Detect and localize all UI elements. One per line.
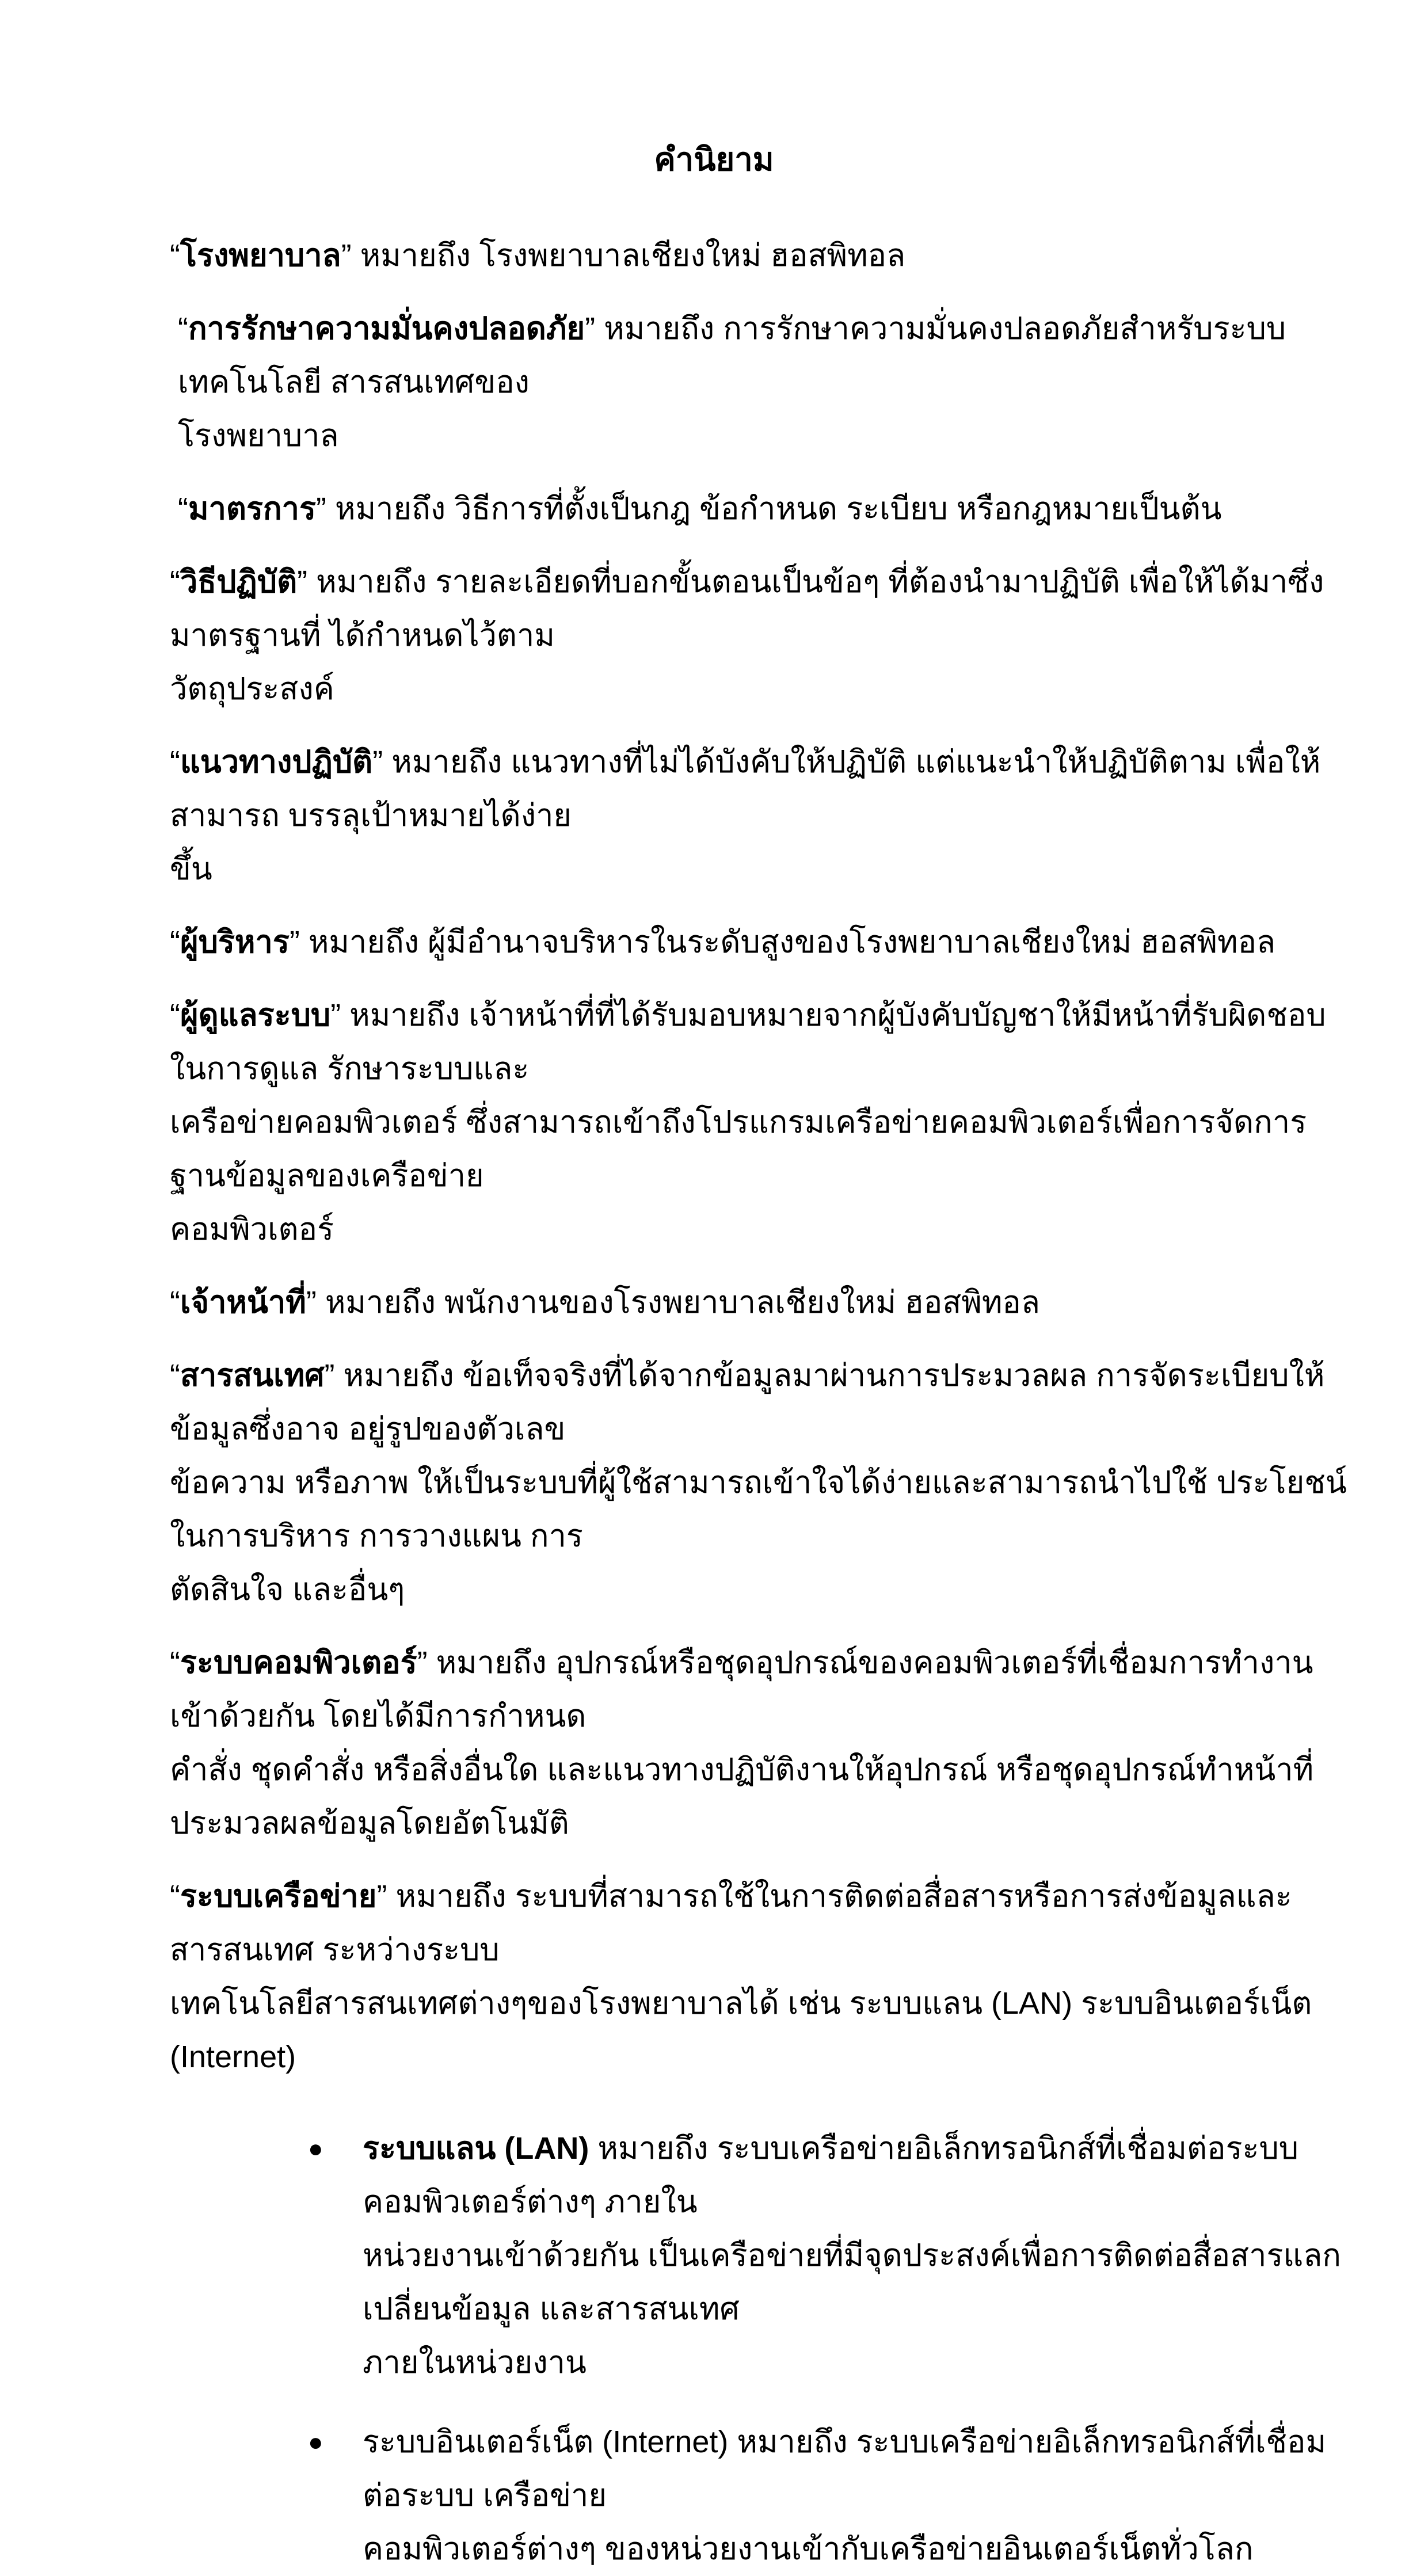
- open-quote: “: [170, 565, 180, 599]
- definition-term: ผู้บริหาร: [180, 925, 290, 959]
- definition-term: ระบบคอมพิวเตอร์: [180, 1645, 417, 1680]
- bullet-text: หมายถึง ระบบเครือข่ายอิเล็กทรอนิกส์ที่เชื่อมต่อระบบคอมพิวเตอร์ต่างๆ ภายใน: [363, 2131, 1299, 2219]
- definition-text: หมายถึง ข้อเท็จจริงที่ได้จากข้อมูลมาผ่านการประมวลผล การจัดระเบียบให้ข้อมูลซึ่งอาจ อยู่รูปของตัวเลข: [170, 1358, 1325, 1446]
- bullet-icon: ●: [308, 2135, 323, 2163]
- close-quote: ”: [341, 238, 352, 273]
- text-line: [178, 482, 1360, 536]
- close-quote: ”: [376, 1879, 387, 1914]
- definition-text: หมายถึง เจ้าหน้าที่ที่ได้รับมอบหมายจากผู้บังคับบัญชาให้มีหน้าที่รับผิดชอบในการดูแล รักษาระบบและ: [170, 998, 1326, 1086]
- close-quote: ”: [372, 745, 383, 779]
- text-line: [170, 1636, 1360, 1743]
- definition-text: หมายถึง รายละเอียดที่บอกขั้นตอนเป็นข้อๆ ที่ต้องนำมาปฏิบัติ เพื่อให้ได้มาซึ่งมาตรฐานที่ ได้กำหนดไว้ตาม: [170, 565, 1324, 653]
- bullet-list: [170, 2122, 1360, 2576]
- text-line: [170, 916, 1360, 969]
- page-title: คำนิยาม: [654, 141, 774, 177]
- text-line: ตัดสินใจ และอื่นๆ: [170, 1572, 405, 1607]
- open-quote: “: [170, 745, 180, 779]
- open-quote: “: [170, 998, 180, 1032]
- bullet-term: ระบบอินเตอร์เน็ต (Internet): [363, 2425, 729, 2459]
- definition-term: แนวทางปฏิบัติ: [180, 745, 373, 779]
- text-line: [170, 1276, 1360, 1329]
- definition-term: มาตรการ: [188, 491, 316, 526]
- bullet-lan: [170, 2122, 1360, 2390]
- close-quote: ”: [585, 311, 596, 346]
- text-line: ข้อความ หรือภาพ ให้เป็นระบบที่ผู้ใช้สามารถเข้าใจได้ง่ายและสามารถนำไปใช้ ประโยชน์ในการบริหาร การวางแผน การ: [170, 1465, 1347, 1553]
- definition-computer-system: [170, 1636, 1360, 1850]
- close-quote: ”: [316, 491, 326, 526]
- open-quote: “: [170, 1358, 180, 1393]
- definition-term: วิธีปฏิบัติ: [180, 565, 298, 599]
- text-line: คอมพิวเตอร์: [170, 1212, 334, 1247]
- close-quote: ”: [289, 925, 300, 959]
- close-quote: ”: [297, 565, 308, 599]
- definition-network-system: [170, 1870, 1360, 2084]
- bullet-text: หมายถึง ระบบเครือข่ายอิเล็กทรอนิกส์ที่เชื่อมต่อระบบ เครือข่าย: [363, 2425, 1327, 2513]
- close-quote: ”: [330, 998, 341, 1032]
- text-line: [170, 555, 1360, 662]
- definition-text: หมายถึง วิธีการที่ตั้งเป็นกฎ ข้อกำหนด ระเบียบ หรือกฎหมายเป็นต้น: [326, 491, 1222, 526]
- open-quote: “: [170, 1879, 180, 1914]
- definition-term: โรงพยาบาล: [180, 238, 341, 273]
- text-line: [170, 989, 1360, 1096]
- text-line: [363, 2415, 1360, 2522]
- definition-guideline: [170, 736, 1360, 896]
- definition-procedure: [170, 555, 1360, 716]
- bullet-internet: [170, 2415, 1360, 2576]
- bullet-icon: ●: [308, 2428, 323, 2456]
- definition-term: ผู้ดูแลระบบ: [180, 998, 331, 1032]
- definition-text: หมายถึง โรงพยาบาลเชียงใหม่ ฮอสพิทอล: [351, 238, 906, 273]
- text-line: ภายในหน่วยงาน: [363, 2345, 587, 2380]
- definition-term: ระบบเครือข่าย: [180, 1879, 377, 1914]
- close-quote: ”: [306, 1285, 317, 1320]
- definition-text: หมายถึง แนวทางที่ไม่ได้บังคับให้ปฏิบัติ แต่แนะนำให้ปฏิบัติตาม เพื่อให้สามารถ บรรลุเป้าหมายได้ง่าย: [170, 745, 1321, 833]
- text-line: [170, 736, 1360, 843]
- open-quote: “: [178, 491, 188, 526]
- open-quote: “: [170, 238, 180, 273]
- definition-term: การรักษาความมั่นคงปลอดภัย: [188, 311, 585, 346]
- definition-system-admin: [170, 989, 1360, 1256]
- text-line: เทคโนโลยีสารสนเทศต่างๆของโรงพยาบาลได้ เช่น ระบบแลน (LAN) ระบบอินเตอร์เน็ต (Internet): [170, 1986, 1312, 2074]
- close-quote: ”: [417, 1645, 428, 1680]
- text-line: [170, 1870, 1360, 1977]
- text-line: ขึ้น: [170, 852, 212, 886]
- definition-term: เจ้าหน้าที่: [180, 1285, 306, 1320]
- text-line: [170, 229, 1360, 283]
- definition-text: หมายถึง ระบบที่สามารถใช้ในการติดต่อสื่อสารหรือการส่งข้อมูลและสารสนเทศ ระหว่างระบบ: [170, 1879, 1292, 1967]
- definition-text: หมายถึง พนักงานของโรงพยาบาลเชียงใหม่ ฮอสพิทอล: [316, 1285, 1040, 1320]
- definition-hospital: [170, 229, 1360, 283]
- text-line: หน่วยงานเข้าด้วยกัน เป็นเครือข่ายที่มีจุดประสงค์เพื่อการติดต่อสื่อสารแลกเปลี่ยนข้อมูล และสารสนเทศ: [363, 2238, 1341, 2326]
- definition-measure: [170, 482, 1360, 536]
- open-quote: “: [170, 1285, 180, 1320]
- close-quote: ”: [324, 1358, 335, 1393]
- text-line: [178, 302, 1360, 409]
- text-line: คอมพิวเตอร์ต่างๆ ของหน่วยงานเข้ากับเครือข่ายอินเตอร์เน็ตทั่วโลก: [363, 2532, 1254, 2566]
- text-line: เครือข่ายคอมพิวเตอร์ ซึ่งสามารถเข้าถึงโปรแกรมเครือข่ายคอมพิวเตอร์เพื่อการจัดการ ฐานข้อมูลของเครือข่าย: [170, 1105, 1307, 1193]
- text-line: [170, 1349, 1360, 1456]
- text-line: คำสั่ง ชุดคำสั่ง หรือสิ่งอื่นใด และแนวทางปฏิบัติงานให้อุปกรณ์ หรือชุดอุปกรณ์ทำหน้าที่ประมวลผลข้อมูลโดยอัตโนมัติ: [170, 1752, 1314, 1840]
- definition-security: [170, 302, 1360, 463]
- definition-information: [170, 1349, 1360, 1617]
- text-line: โรงพยาบาล: [178, 418, 339, 453]
- definition-term: สารสนเทศ: [180, 1358, 325, 1393]
- text-line: วัตถุประสงค์: [170, 672, 334, 706]
- bullet-term: ระบบแลน (LAN): [363, 2131, 589, 2166]
- definition-staff: [170, 1276, 1360, 1329]
- text-line: [363, 2122, 1360, 2229]
- definition-text: หมายถึง การรักษาความมั่นคงปลอดภัยสำหรับระบบเทคโนโลยี สารสนเทศของ: [178, 311, 1286, 399]
- definition-text: หมายถึง อุปกรณ์หรือชุดอุปกรณ์ของคอมพิวเตอร์ที่เชื่อมการทำงานเข้าด้วยกัน โดยได้มีการกำหนด: [170, 1645, 1313, 1733]
- open-quote: “: [170, 1645, 180, 1680]
- open-quote: “: [170, 925, 180, 959]
- definition-executive: [170, 916, 1360, 969]
- open-quote: “: [178, 311, 188, 346]
- definition-text: หมายถึง ผู้มีอำนาจบริหารในระดับสูงของโรงพยาบาลเชียงใหม่ ฮอสพิทอล: [299, 925, 1276, 959]
